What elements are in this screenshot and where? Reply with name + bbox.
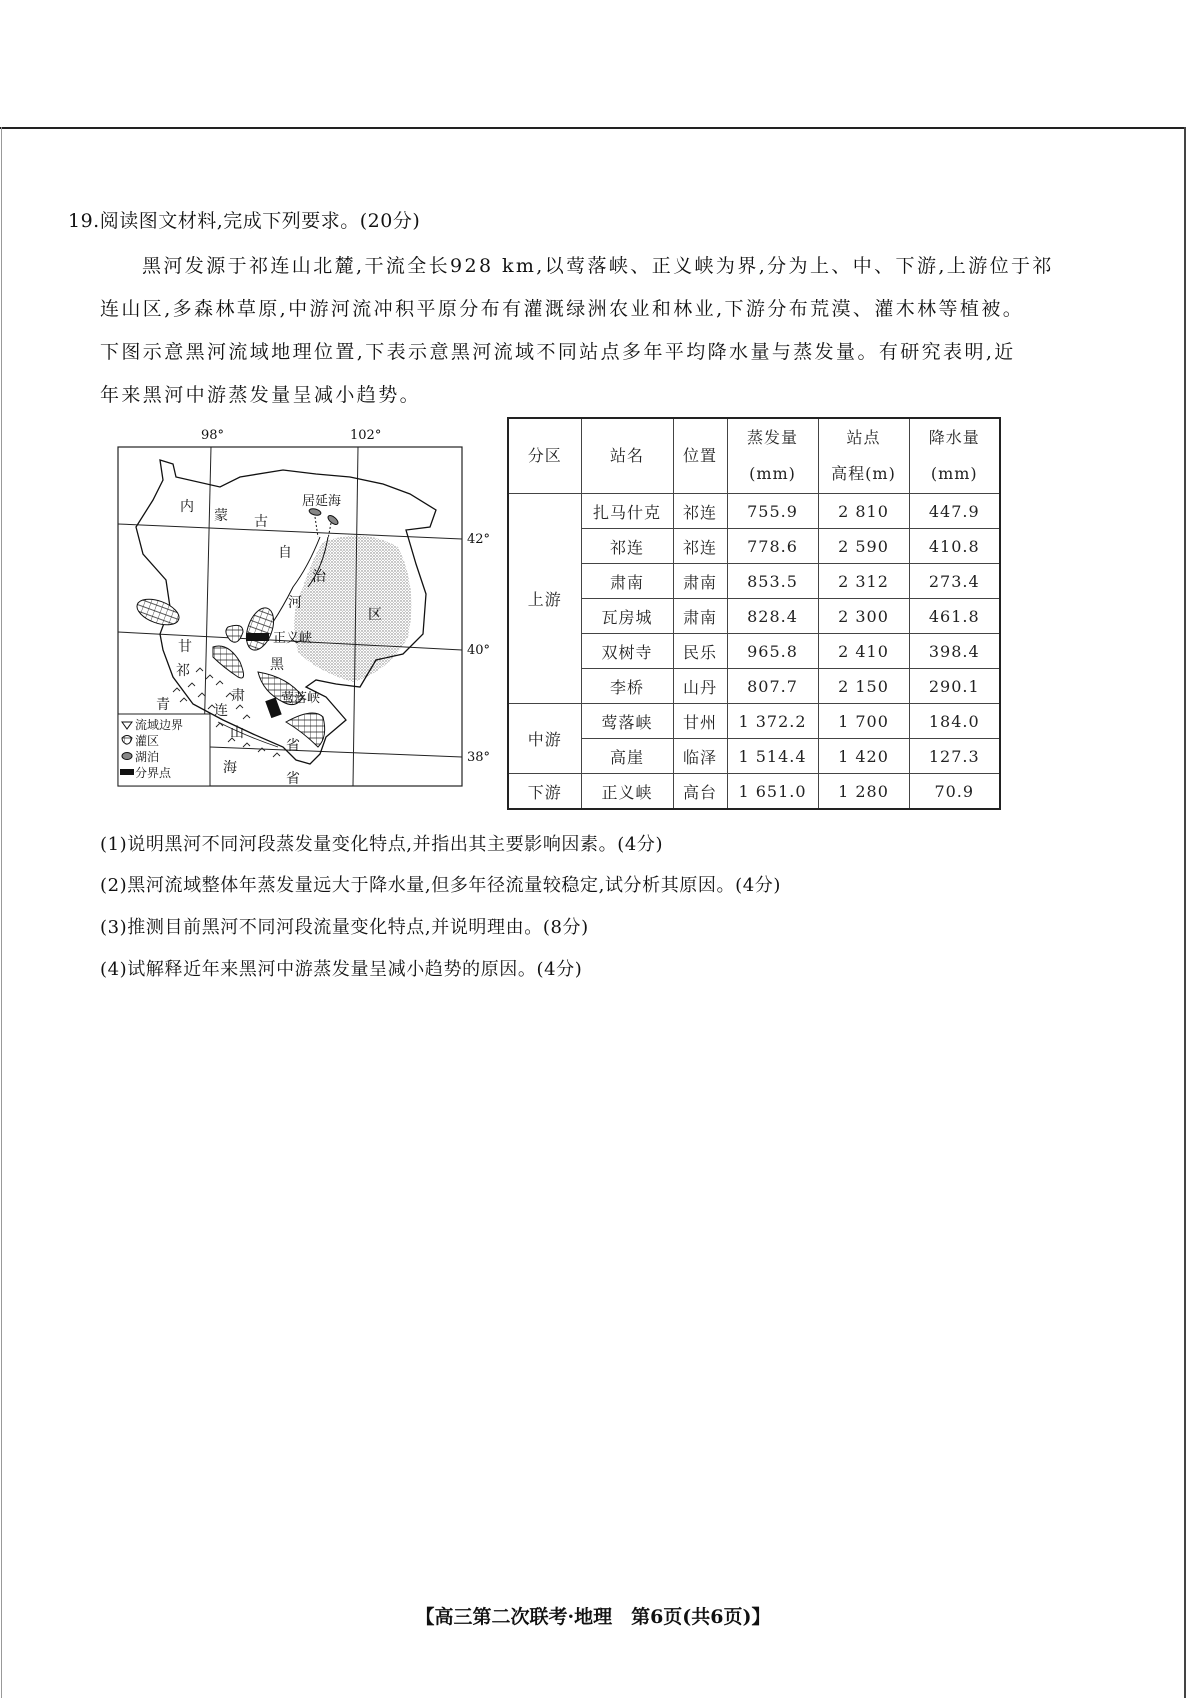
elevation-cell: 2 150	[818, 669, 909, 704]
page-top-border	[0, 127, 1186, 129]
label-meng: 蒙	[214, 508, 228, 524]
sub-question-1: (1)说明黑河不同河段蒸发量变化特点,并指出其主要影响因素。(4分)	[100, 834, 664, 855]
sub-question-3: (3)推测目前黑河不同河段流量变化特点,并说明理由。(8分)	[100, 917, 589, 938]
label-zhi: 治	[312, 569, 326, 585]
label-hai: 海	[223, 760, 237, 776]
header-text: 高程(m)	[831, 464, 896, 483]
precipitation-cell: 184.0	[909, 704, 1000, 739]
evaporation-cell: 1 372.2	[727, 704, 818, 739]
label-qu: 区	[368, 607, 382, 623]
evaporation-cell: 965.8	[727, 634, 818, 669]
precipitation-cell: 447.9	[909, 494, 1000, 529]
location-cell: 甘州	[673, 704, 727, 739]
station-name-cell: 莺落峡	[581, 704, 673, 739]
header-text: 位置	[682, 446, 717, 465]
label-yingluoxia: 莺落峡	[281, 691, 321, 706]
label-nei: 内	[180, 499, 194, 515]
precipitation-cell: 127.3	[909, 739, 1000, 774]
zone-cell: 中游	[508, 704, 581, 774]
header-text: 降水量	[928, 428, 980, 447]
header-text: (mm)	[749, 464, 796, 483]
table-row	[508, 494, 1000, 529]
station-name-cell: 肃南	[581, 564, 673, 599]
legend-division-point: 分界点	[135, 766, 172, 780]
label-gu: 古	[254, 514, 268, 530]
header-text: (mm)	[930, 464, 978, 483]
zone-cell: 下游	[508, 774, 581, 810]
evaporation-cell: 1 514.4	[727, 739, 818, 774]
location-cell: 肃南	[673, 564, 727, 599]
question-title: 19.阅读图文材料,完成下列要求。(20分)	[68, 210, 421, 232]
table-row	[508, 739, 1000, 774]
legend-irrigation: 灌区	[135, 734, 160, 748]
elevation-cell: 2 300	[818, 599, 909, 634]
label-he: 河	[288, 595, 302, 611]
table-header-cell	[673, 418, 727, 494]
evaporation-cell: 853.5	[727, 564, 818, 599]
header-text: 分区	[527, 446, 562, 465]
division-point-zhengyixia	[246, 633, 269, 641]
location-cell: 肃南	[673, 599, 727, 634]
station-name-cell: 双树寺	[581, 634, 673, 669]
lake-legend-icon	[122, 753, 132, 760]
station-data-table	[507, 417, 1001, 810]
page-left-border	[1, 127, 2, 1698]
station-name-cell: 李桥	[581, 669, 673, 704]
table-row	[508, 564, 1000, 599]
material-line-4: 年来黑河中游蒸发量呈减小趋势。	[100, 384, 422, 406]
legend-lake: 湖泊	[135, 750, 160, 764]
label-qi: 祁	[176, 663, 190, 679]
evaporation-cell: 807.7	[727, 669, 818, 704]
elevation-cell: 2 590	[818, 529, 909, 564]
table-row	[508, 599, 1000, 634]
page-right-border	[1184, 127, 1186, 1698]
table-header-cell	[727, 418, 818, 494]
table-row	[508, 634, 1000, 669]
table-row	[508, 704, 1000, 739]
location-cell: 祁连	[673, 494, 727, 529]
station-name-cell: 高崖	[581, 739, 673, 774]
precipitation-cell: 290.1	[909, 669, 1000, 704]
header-text: 蒸发量	[746, 428, 798, 447]
table-header-cell	[508, 418, 581, 494]
evaporation-cell: 1 651.0	[727, 774, 818, 810]
location-cell: 临泽	[673, 739, 727, 774]
label-shan: 山	[230, 725, 244, 741]
elevation-cell: 1 280	[818, 774, 909, 810]
lat-label-40: 40°	[467, 643, 491, 658]
label-juyanhai: 居延海	[302, 494, 342, 509]
label-lian: 连	[214, 703, 228, 719]
lon-label-102: 102°	[350, 428, 382, 443]
label-qing: 青	[156, 697, 170, 713]
material-line-1: 黑河发源于祁连山北麓,干流全长928 km,以莺落峡、正义峡为界,分为上、中、下游,上游位于祁	[142, 255, 1054, 277]
table-row	[508, 774, 1000, 810]
heihe-basin-map	[112, 420, 492, 800]
legend-basin-boundary: 流域边界	[135, 718, 184, 732]
lat-label-38: 38°	[467, 750, 491, 765]
evaporation-cell: 755.9	[727, 494, 818, 529]
location-cell: 祁连	[673, 529, 727, 564]
label-gan: 甘	[178, 639, 192, 655]
elevation-cell: 1 420	[818, 739, 909, 774]
elevation-cell: 2 312	[818, 564, 909, 599]
evaporation-cell: 778.6	[727, 529, 818, 564]
station-name-cell: 正义峡	[581, 774, 673, 810]
header-text: 站点	[846, 428, 881, 447]
location-cell: 高台	[673, 774, 727, 810]
label-sheng-qinghai: 省	[286, 771, 300, 787]
table-header-cell	[581, 418, 673, 494]
material-line-3: 下图示意黑河流域地理位置,下表示意黑河流域不同站点多年平均降水量与蒸发量。有研究表明,近	[100, 341, 1016, 363]
label-hei: 黑	[270, 657, 284, 673]
location-cell: 民乐	[673, 634, 727, 669]
table-header-row	[508, 418, 1000, 494]
label-sheng-gansu: 省	[286, 738, 300, 754]
station-name-cell: 祁连	[581, 529, 673, 564]
zone-cell: 上游	[508, 494, 581, 704]
table-header-cell	[818, 418, 909, 494]
map-legend	[118, 714, 210, 786]
header-text: 站名	[609, 446, 644, 465]
lon-label-98: 98°	[201, 428, 225, 443]
label-zi: 自	[278, 545, 292, 561]
precipitation-cell: 461.8	[909, 599, 1000, 634]
label-su: 肃	[231, 688, 245, 704]
station-name-cell: 扎马什克	[581, 494, 673, 529]
elevation-cell: 2 410	[818, 634, 909, 669]
station-name-cell: 瓦房城	[581, 599, 673, 634]
precipitation-cell: 410.8	[909, 529, 1000, 564]
table-header-cell	[909, 418, 1000, 494]
label-zhengyixia: 正义峡	[273, 631, 313, 646]
lat-label-42: 42°	[467, 532, 491, 547]
evaporation-cell: 828.4	[727, 599, 818, 634]
precipitation-cell: 398.4	[909, 634, 1000, 669]
sub-question-4: (4)试解释近年来黑河中游蒸发量呈减小趋势的原因。(4分)	[100, 959, 583, 980]
elevation-cell: 2 810	[818, 494, 909, 529]
division-point-legend-icon	[120, 769, 134, 775]
sub-question-2: (2)黑河流域整体年蒸发量远大于降水量,但多年径流量较稳定,试分析其原因。(4分)	[100, 875, 782, 896]
location-cell: 山丹	[673, 669, 727, 704]
table-row	[508, 529, 1000, 564]
precipitation-cell: 70.9	[909, 774, 1000, 810]
material-line-2: 连山区,多森林草原,中游河流冲积平原分布有灌溉绿洲农业和林业,下游分布荒漠、灌木林等植被。	[100, 298, 1025, 320]
page-footer: 【高三第二次联考·地理 第6页(共6页)】	[415, 1606, 771, 1628]
table-row	[508, 669, 1000, 704]
elevation-cell: 1 700	[818, 704, 909, 739]
precipitation-cell: 273.4	[909, 564, 1000, 599]
